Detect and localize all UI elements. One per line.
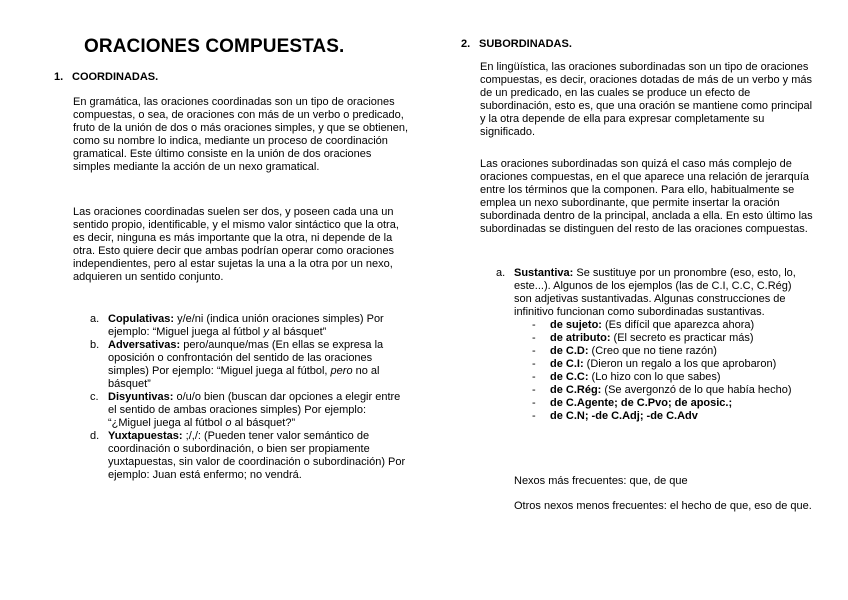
coordinadas-type-list [90, 313, 408, 482]
term-yuxtapuestas: Yuxtapuestas: [108, 430, 183, 442]
item-text: al básquet” [268, 326, 327, 338]
term-adversativas: Adversativas: [108, 339, 181, 351]
subtype-item [532, 384, 812, 397]
item-text: ;/,/: (Pueden tener valor semántico de coordinación o subordinación, o bien ser propiamente yuxtapuestas, sin valor de coordinación o subordinación) Por ejemplo: Juan está enfermo; no vendrá. [108, 430, 406, 481]
paragraph-coordinadas-description: Las oraciones coordinadas suelen ser dos, y poseen cada una un sentido propio, identificable, y el mismo valor sintáctico que la otra, es decir, ninguna es más importante que la otra, ni depende de la otra. Esto quiere decir que ambas podrían operar como oraciones independientes, pero al estar sujetas la una a la otra por un nexo, adquieren un sentido conjunto. [73, 206, 399, 283]
subtype-item [532, 410, 812, 423]
list-item-copulativas [90, 313, 408, 339]
subordinadas-type-list [496, 267, 812, 423]
item-emphasis: pero [330, 365, 353, 377]
dash-marker: - [532, 397, 536, 409]
item-text: o/u/o bien (buscan dar opciones a elegir entre el sentido de ambas oraciones simples) Por ejemplo: “¿Miguel juega al fútbol [108, 391, 401, 429]
subtype-example: (Lo hizo con lo que sabes) [588, 371, 721, 383]
nexos-menos-frecuentes: Otros nexos menos frecuentes: el hecho de que, eso de que. [514, 500, 812, 512]
dash-marker: - [532, 332, 536, 344]
list-item-adversativas [90, 339, 408, 391]
section-title: SUBORDINADAS. [479, 38, 572, 50]
item-text: al básquet?” [231, 417, 296, 429]
dash-marker: - [532, 371, 536, 383]
list-marker: c. [90, 391, 99, 403]
list-item-sustantiva [496, 267, 812, 423]
subtype-example: (El secreto es practicar más) [610, 332, 754, 344]
subtype-term: de atributo: [550, 332, 611, 344]
list-marker: a. [496, 267, 506, 279]
item-emphasis: o [225, 417, 232, 429]
term-copulativas: Copulativas: [108, 313, 175, 325]
section-heading-coordinadas [54, 71, 158, 83]
paragraph-subordinadas-description: Las oraciones subordinadas son quizá el caso más complejo de oraciones compuestas, en el que aparece una relación de jerarquía entre los términos que la componen. Para ello, habitualmente se emplea un nexo subordinante, que permite insertar la oración subordinada dentro de la principal, anclada a ella. En esto último las subordinadas se distinguen del resto de las oraciones compuestas. [480, 158, 813, 235]
page-title: ORACIONES COMPUESTAS. [84, 36, 345, 57]
subtype-term: de sujeto: [550, 319, 602, 331]
section-title: COORDINADAS. [72, 71, 159, 83]
subtype-item [532, 371, 812, 384]
term-disyuntivas: Disyuntivas: [108, 391, 174, 403]
section-number: 1. [54, 71, 64, 83]
nexos-frecuentes: Nexos más frecuentes: que, de que [514, 475, 688, 487]
subtype-item [532, 319, 812, 332]
section-number: 2. [461, 38, 471, 50]
list-marker: d. [90, 430, 100, 442]
section-heading-subordinadas [461, 38, 572, 50]
list-item-yuxtapuestas [90, 430, 408, 482]
subtype-term: de C.N; -de C.Adj; -de C.Adv [550, 410, 698, 422]
sustantiva-subtype-list [532, 319, 812, 423]
subtype-example: (Creo que no tiene razón) [588, 345, 717, 357]
dash-marker: - [532, 384, 536, 396]
subtype-term: de C.Rég: [550, 384, 602, 396]
item-text: no al básquet” [108, 365, 380, 390]
item-text: pero/aunque/mas (En ellas se expresa la oposición o confrontación del sentido de las oraciones simples) Por ejemplo: “Miguel juega al fútbol, [108, 339, 384, 377]
subtype-term: de C.D: [550, 345, 589, 357]
subtype-item [532, 397, 812, 410]
subtype-item [532, 332, 812, 345]
paragraph-subordinadas-definition: En lingüística, las oraciones subordinadas son un tipo de oraciones compuestas, es decir, oraciones dotadas de más de un verbo y más de un predicado, en las cuales se produce un efecto de subordinación, esto es, que una oración se mantiene como principal y la otra depende de ella para expresar completamente su significado. [480, 61, 813, 138]
dash-marker: - [532, 345, 536, 357]
item-text: Se sustituye por un pronombre (eso, esto, lo, este...). Algunos de los ejemplos (las de C.I, C.C, C.Rég) son adjetivas sustantivadas. Algunas construcciones de infinitivo funcionan como subordinadas sustantivas. [514, 267, 796, 318]
subtype-example: (Dieron un regalo a los que aprobaron) [583, 358, 777, 370]
list-marker: a. [90, 313, 100, 325]
subtype-example: (Es difícil que aparezca ahora) [601, 319, 755, 331]
subtype-term: de C.I: [550, 358, 584, 370]
subtype-item [532, 358, 812, 371]
subtype-term: de C.C: [550, 371, 589, 383]
dash-marker: - [532, 410, 536, 422]
list-item-disyuntivas [90, 391, 408, 430]
subtype-term: de C.Agente; de C.Pvo; de aposic.; [550, 397, 733, 409]
dash-marker: - [532, 358, 536, 370]
list-marker: b. [90, 339, 100, 351]
item-text: y/e/ni (indica unión oraciones simples) Por ejemplo: “Miguel juega al fútbol [108, 313, 384, 338]
item-emphasis: y [263, 326, 269, 338]
paragraph-coordinadas-definition: En gramática, las oraciones coordinadas son un tipo de oraciones compuestas, o sea, de oraciones con más de un verbo o predicado, fruto de la unión de dos o más oraciones simples, y que se obtienen, como su nombre lo indica, mediante un proceso de coordinación gramatical. Este último consiste en la unión de dos oraciones simples mediante la acción de un nexo gramatical. [73, 96, 409, 173]
subtype-item [532, 345, 812, 358]
dash-marker: - [532, 319, 536, 331]
subtype-example: (Se avergonzó de lo que había hecho) [601, 384, 792, 396]
term-sustantiva: Sustantiva: [514, 267, 574, 279]
